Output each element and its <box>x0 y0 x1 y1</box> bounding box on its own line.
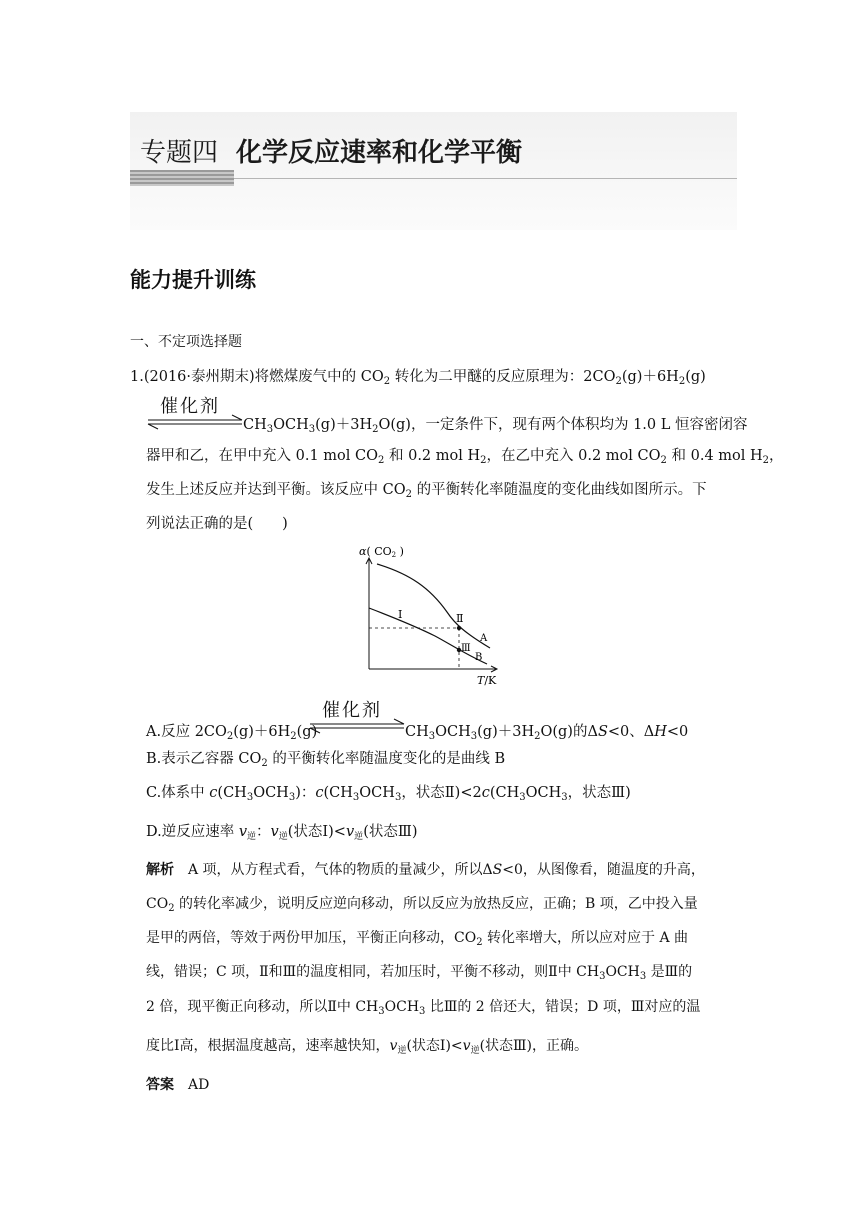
question-stem-line3: 器甲和乙，在甲中充入 0.1 mol $CO_2$ 和 0.2 mol $H_2$，在乙中充入 0.2 mol $CO_2$ 和 0.4 mol $H_2$， <box>146 448 784 466</box>
question-stem-line4: 发生上述反应并达到平衡。该反应中 $CO_2$ 的平衡转化率随温度的变化曲线如图所示。下 <box>146 482 707 500</box>
chapter-title <box>140 132 522 169</box>
question-stem-line1: 1.(2016·泰州期末)将燃煤废气中的 $CO_2$ 转化为二甲醚的反应原理为：$2CO_2(g)+6H_2(g)$ <box>130 369 706 387</box>
reversible-arrow-icon <box>146 392 244 432</box>
question-source: (2016·泰州期末) <box>143 369 255 385</box>
chapter-name: 化学反应速率和化学平衡 <box>236 138 523 168</box>
state-iii-label: Ⅲ <box>461 643 471 654</box>
option-d: D.逆反应速率 $v_逆$：$v_逆$(状态$Ⅰ)<v_逆$(状态Ⅲ) <box>146 824 418 842</box>
state-ii-label: Ⅱ <box>456 612 464 625</box>
analysis-line6: 度比Ⅰ高，根据温度越高，速率越快知，$v_逆$(状态$Ⅰ)<v_逆$(状态Ⅲ)，正确。 <box>146 1038 589 1056</box>
reversible-arrow-icon <box>308 696 406 736</box>
curve-b-label: B <box>475 652 483 663</box>
option-b: B.表示乙容器 $CO_2$ 的平衡转化率随温度变化的是曲线 B <box>146 751 506 769</box>
option-a-suffix: $CH_3OCH_3(g)+3H_2O(g)$的ΔS<0、ΔH<0 <box>405 724 689 742</box>
section-heading: 能力提升训练 <box>130 268 256 292</box>
option-c: C.体系中 $c(CH_3OCH_3)$：$c(CH_3OCH_3$，状态$Ⅱ)<2c(CH_3OCH_3$，状态Ⅲ) <box>146 785 631 803</box>
curve-b <box>369 608 487 664</box>
answer-label: 答案 <box>146 1077 174 1093</box>
curve-a-label: A <box>480 633 488 644</box>
state-ii-point <box>457 626 461 630</box>
state-i-label: Ⅰ <box>398 608 403 621</box>
analysis-line2: $CO_2$ 的转化率减少，说明反应逆向移动，所以反应为放热反应，正确；B 项，乙中投入量 <box>146 896 698 914</box>
analysis-label: 解析 <box>146 862 174 878</box>
analysis-line4: 线，错误；C 项，Ⅱ和Ⅲ的温度相同，若加压时，平衡不移动，则Ⅱ中 $CH_3OCH_3$ 是Ⅲ的 <box>146 964 693 982</box>
question-stem-line2: $CH_3OCH_3(g)+3H_2O(g)$，一定条件下，现有两个体积均为 1.0 L 恒容密闭容 <box>243 417 748 435</box>
catalyst-arrow-1 <box>146 392 244 432</box>
answer-line <box>146 1074 209 1094</box>
answer-value: AD <box>188 1077 210 1093</box>
option-a-prefix: A.反应 $2CO_2(g)+6H_2(g)$ <box>146 724 318 742</box>
analysis-line1: 解析 A 项，从方程式看，气体的物质的量减少，所以ΔS<0，从图像看，随温度的升高， <box>146 862 705 878</box>
question-number: 1. <box>130 369 144 385</box>
catalyst-label-2: 催化剂 <box>322 700 382 721</box>
catalyst-arrow-2 <box>308 696 406 736</box>
banner-accent-bar <box>130 170 234 186</box>
analysis-line5: 2 倍，现平衡正向移动，所以Ⅱ中 $CH_3OCH_3$ 比Ⅲ的 2 倍还大，错误；D 项，Ⅲ对应的温 <box>146 999 701 1017</box>
chapter-banner <box>130 112 737 230</box>
question-stem-line5: 列说法正确的是( ) <box>146 516 288 532</box>
catalyst-label: 催化剂 <box>160 396 220 417</box>
conversion-temperature-graph <box>355 540 515 690</box>
chapter-topic: 专题四 <box>140 138 219 168</box>
analysis-line3: 是甲的两倍，等效于两份甲加压，平衡正向移动，$CO_2$ 转化率增大，所以应对应于 A 曲 <box>146 930 689 948</box>
banner-rule <box>234 178 737 179</box>
y-axis-label: α( CO2 ) <box>359 545 404 559</box>
section-subheading: 一、不定项选择题 <box>130 334 242 350</box>
x-axis-label: T/K <box>477 674 497 687</box>
